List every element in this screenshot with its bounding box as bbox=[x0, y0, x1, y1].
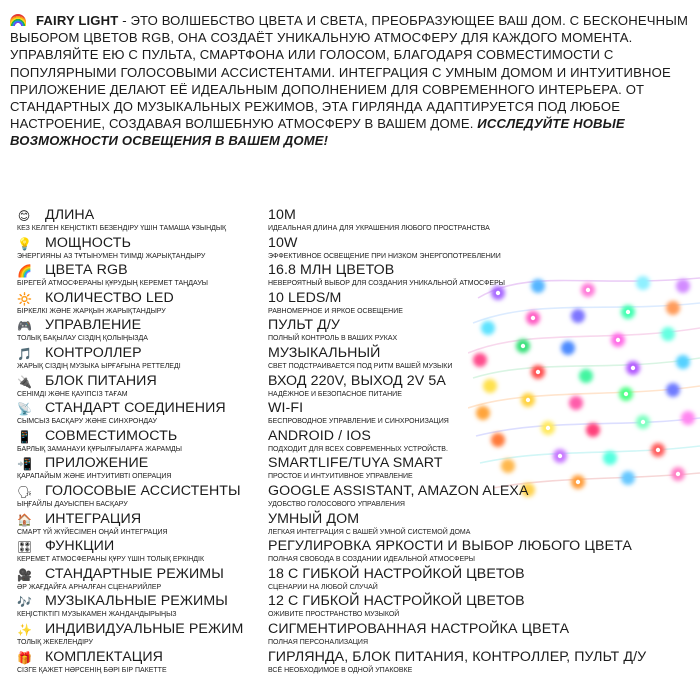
spec-sub-label: СМАРТ ҮЙ ЖҮЙЕСІМЕН ОҢАЙ ИНТЕГРАЦИЯ bbox=[17, 528, 168, 536]
spec-sub-label: КЕҢІСТІКТІГІ МУЗЫКАМЕН ЖАНДАНДЫРЫҢЫЗ bbox=[17, 611, 177, 619]
spec-value-note: ПОЛНАЯ ПЕРСОНАЛИЗАЦИЯ bbox=[268, 638, 369, 646]
spec-value: ANDROID / IOS bbox=[268, 427, 371, 444]
spec-row bbox=[12, 482, 692, 510]
house-icon: 🏠 bbox=[17, 512, 32, 527]
spec-value-note: НЕВЕРОЯТНЫЙ ВЫБОР ДЛЯ СОЗДАНИЯ УНИКАЛЬНОЙ АТМОСФЕРЫ bbox=[268, 280, 505, 288]
spec-label: БЛОК ПИТАНИЯ bbox=[45, 372, 157, 389]
brand-name: FAIRY LIGHT bbox=[36, 13, 119, 28]
spec-sub-label: ЖАРЫҚ СІЗДІҢ МУЗЫКА ЫРҒАҒЫНА РЕТТЕЛЕДІ bbox=[17, 362, 181, 370]
spec-value: СИГМЕНТИРОВАННАЯ НАСТРОЙКА ЦВЕТА bbox=[268, 620, 570, 637]
spec-value-note: СВЕТ ПОДСТРАИВАЕТСЯ ПОД РИТМ ВАШЕЙ МУЗЫКИ bbox=[268, 362, 453, 370]
call-to-action: ИССЛЕДУЙТЕ НОВЫЕ ВОЗМОЖНОСТИ ОСВЕЩЕНИЯ В ВАШЕМ ДОМЕ! bbox=[10, 116, 625, 149]
spec-value-note: НАДЁЖНОЕ И БЕЗОПАСНОЕ ПИТАНИЕ bbox=[268, 390, 402, 398]
spec-row bbox=[12, 261, 692, 289]
speaking-head-icon: 🗣 bbox=[17, 484, 33, 499]
sparkles-icon: ✨ bbox=[17, 622, 32, 637]
spec-label: КОМПЛЕКТАЦИЯ bbox=[45, 648, 163, 665]
spec-sub-label: СІЗГЕ ҚАЖЕТ НӘРСЕНІҢ БӘРІ БІР ПАКЕТТЕ bbox=[17, 666, 167, 674]
spec-sub-label: ЭНЕРГИЯНЫ АЗ ТҰТЫНУМЕН ТИІМДІ ЖАРЫҚТАНДЫРУ bbox=[17, 252, 206, 260]
spec-sub-label: ЫҢҒАЙЛЫ ДАУЫСПЕН БАСҚАРУ bbox=[17, 500, 128, 508]
spec-label: КОЛИЧЕСТВО LED bbox=[45, 289, 174, 306]
control-knobs-icon: 🎛 bbox=[17, 540, 33, 555]
spec-sub-label: БІРКЕЛКІ ЖӘНЕ ЖАРҚЫН ЖАРЫҚТАНДЫРУ bbox=[17, 307, 166, 315]
spec-label: СТАНДАРТНЫЕ РЕЖИМЫ bbox=[45, 565, 224, 582]
spec-value: 10W bbox=[268, 234, 298, 251]
spec-row bbox=[12, 565, 692, 593]
spec-row bbox=[12, 454, 692, 482]
phone-arrow-icon: 📲 bbox=[17, 457, 32, 472]
phone-icon: 📱 bbox=[17, 429, 32, 444]
spec-sub-label: БІРЕГЕЙ АТМОСФЕРАНЫ ҚҰРУДЫҢ КЕРЕМЕТ ТАҢДАУЫ bbox=[17, 280, 208, 288]
spec-label: УПРАВЛЕНИЕ bbox=[45, 317, 142, 334]
rainbow-icon bbox=[10, 13, 28, 26]
spec-row bbox=[12, 620, 692, 648]
spec-sub-label: ТОЛЫҚ ЖЕКЕЛЕНДІРУ bbox=[17, 638, 93, 646]
satellite-icon: 📡 bbox=[17, 402, 32, 417]
spec-value-note: ИДЕАЛЬНАЯ ДЛИНА ДЛЯ УКРАШЕНИЯ ЛЮБОГО ПРОСТРАНСТВА bbox=[268, 225, 490, 232]
spec-value: 12 С ГИБКОЙ НАСТРОЙКОЙ ЦВЕТОВ bbox=[268, 593, 525, 610]
spec-label: СОВМЕСТИМОСТЬ bbox=[45, 427, 178, 444]
spec-sub-label: БАРЛЫҚ ЗАМАНАУИ ҚҰРЫЛҒЫЛАРҒА ЖАРАМДЫ bbox=[17, 445, 182, 453]
spec-sub-label: СЕНІМДІ ЖӘНЕ ҚАУІПСІЗ ТАҒАМ bbox=[17, 390, 128, 398]
spec-label: МУЗЫКАЛЬНЫЕ РЕЖИМЫ bbox=[45, 593, 228, 610]
spec-row bbox=[12, 234, 692, 262]
spec-label: МОЩНОСТЬ bbox=[45, 234, 131, 251]
spec-sub-label: ӘР ЖАҒДАЙҒА АРНАЛҒАН СЦЕНАРИЙЛЕР bbox=[17, 583, 162, 591]
spec-value: 10M bbox=[268, 207, 296, 223]
spec-value: 18 С ГИБКОЙ НАСТРОЙКОЙ ЦВЕТОВ bbox=[268, 565, 525, 582]
musical-notes-icon: 🎶 bbox=[17, 595, 32, 610]
spec-row bbox=[12, 427, 692, 455]
spec-value: GOOGLE ASSISTANT, AMAZON ALEXA bbox=[268, 482, 529, 499]
spec-value-note: ЭФФЕКТИВНОЕ ОСВЕЩЕНИЕ ПРИ НИЗКОМ ЭНЕРГОПОТРЕБЛЕНИИ bbox=[268, 252, 501, 260]
spec-label: СТАНДАРТ СОЕДИНЕНИЯ bbox=[45, 400, 226, 417]
spec-value-note: ЛЕГКАЯ ИНТЕГРАЦИЯ С ВАШЕЙ УМНОЙ СИСТЕМОЙ ДОМА bbox=[268, 528, 471, 536]
spec-label: ИНДИВИДУАЛЬНЫЕ РЕЖИМ bbox=[45, 620, 244, 637]
spec-value-note: УДОБСТВО ГОЛОСОВОГО УПРАВЛЕНИЯ bbox=[268, 500, 405, 508]
spec-label: ПРИЛОЖЕНИЕ bbox=[45, 455, 149, 472]
spec-value: 10 LEDS/M bbox=[268, 289, 342, 306]
sun-icon: 🔆 bbox=[17, 291, 32, 306]
spec-value-note: БЕСПРОВОДНОЕ УПРАВЛЕНИЕ И СИНХРОНИЗАЦИЯ bbox=[268, 418, 449, 426]
spec-label: ЦВЕТА RGB bbox=[45, 262, 128, 279]
spec-sub-label: КЕРЕМЕТ АТМОСФЕРАНЫ ҚҰРУ ҮШІН ТОЛЫҚ ЕРКІНДІК bbox=[17, 556, 205, 564]
spec-row bbox=[12, 206, 692, 234]
spec-label: ФУНКЦИИ bbox=[45, 538, 115, 555]
spec-value: 16.8 МЛН ЦВЕТОВ bbox=[268, 262, 395, 279]
spec-value-note: ПРОСТОЕ И ИНТУИТИВНОЕ УПРАВЛЕНИЕ bbox=[268, 473, 413, 481]
spec-row bbox=[12, 648, 692, 676]
spec-value-note: ПОЛНЫЙ КОНТРОЛЬ В ВАШИХ РУКАХ bbox=[268, 335, 398, 343]
spec-row bbox=[12, 344, 692, 372]
lightbulb-icon: 💡 bbox=[17, 236, 32, 251]
spec-row bbox=[12, 537, 692, 565]
spec-value: ВХОД 220V, ВЫХОД 2V 5A bbox=[268, 372, 446, 389]
spec-row bbox=[12, 399, 692, 427]
spec-sub-label: СЫМСЫЗ БАСҚАРУ ЖӘНЕ СИНХРОНДАУ bbox=[17, 418, 157, 426]
spec-sub-label: КЕЗ КЕЛГЕН КЕҢІСТІКТІ БЕЗЕНДІРУ ҮШІН ТАМАША ҰЗЫНДЫҚ bbox=[17, 225, 227, 232]
spec-value: WI-FI bbox=[268, 400, 304, 417]
spec-row bbox=[12, 510, 692, 538]
spec-value: ПУЛЬТ Д/У bbox=[268, 317, 341, 334]
spec-value: SMARTLIFE/TUYA SMART bbox=[268, 455, 443, 472]
spec-value-note: СЦЕНАРИИ НА ЛЮБОЙ СЛУЧАЙ bbox=[268, 583, 378, 591]
spec-value-note: ВСЁ НЕОБХОДИМОЕ В ОДНОЙ УПАКОВКЕ bbox=[268, 666, 413, 674]
spec-row bbox=[12, 289, 692, 317]
spec-sub-label: ТОЛЫҚ БАҚЫЛАУ СІЗДІҢ ҚОЛЫҢЫЗДА bbox=[17, 335, 148, 343]
spec-sub-label: ҚАРАПАЙЫМ ЖӘНЕ ИНТУИТИВТІ ОПЕРАЦИЯ bbox=[17, 473, 172, 481]
spec-value: УМНЫЙ ДОМ bbox=[268, 510, 360, 527]
smile-icon: 😊 bbox=[17, 209, 31, 223]
gift-icon: 🎁 bbox=[17, 650, 32, 665]
spec-value-note: ПОЛНАЯ СВОБОДА В СОЗДАНИИ ИДЕАЛЬНОЙ АТМОСФЕРЫ bbox=[268, 556, 475, 564]
description-text: - ЭТО ВОЛШЕБСТВО ЦВЕТА И СВЕТА, ПРЕОБРАЗУЮЩЕЕ ВАШ ДОМ. С БЕСКОНЕЧНЫМ ВЫБОРОМ ЦВЕТОВ RGB, ОНА СОЗДАЁТ УНИКАЛЬНУЮ АТМОСФЕРУ ДЛЯ КАЖДОГО МОМЕНТА. УПРАВЛЯЙТЕ ЕЮ С ПУЛЬТА, СМАРТФОНА ИЛИ ГОЛОСОМ, БЛАГОДАРЯ СОВМЕСТИМОСТИ С ПОПУЛЯРНЫМИ ГОЛОСОВЫМИ АССИСТЕНТАМИ. ИНТЕГРАЦИЯ С УМНЫМ ДОМОМ И ИНТУИТИВНОЕ ПРИЛОЖЕНИЕ ДЕЛАЮТ ЕЁ ИДЕАЛЬНЫМ ДОПОЛНЕНИЕМ ДЛЯ СОВРЕМЕННОГО ИНТЕРЬЕРА. ОТ СТАНДАРТНЫХ ДО МУЗЫКАЛЬНЫХ РЕЖИМОВ, ЭТА ГИРЛЯНДА АДАПТИРУЕТСЯ ПОД ЛЮБОЕ НАСТРОЕНИЕ, СОЗДАВАЯ ВОЛШЕБНУЮ АТМОСФЕРУ В ВАШЕМ ДОМЕ. bbox=[10, 13, 689, 132]
spec-value-note: ОЖИВИТЕ ПРОСТРАНСТВО МУЗЫКОЙ bbox=[268, 611, 400, 619]
spec-row bbox=[12, 316, 692, 344]
spec-row bbox=[12, 592, 692, 620]
spec-value: МУЗЫКАЛЬНЫЙ bbox=[268, 344, 381, 361]
product-description bbox=[10, 12, 694, 150]
spec-label: КОНТРОЛЛЕР bbox=[45, 344, 142, 361]
music-note-icon: 🎵 bbox=[17, 346, 32, 361]
spec-label: ГОЛОСОВЫЕ АССИСТЕНТЫ bbox=[45, 482, 241, 499]
spec-value: РЕГУЛИРОВКА ЯРКОСТИ И ВЫБОР ЛЮБОГО ЦВЕТА bbox=[268, 538, 632, 555]
spec-row bbox=[12, 372, 692, 400]
spec-value-note: ПОДХОДИТ ДЛЯ ВСЕХ СОВРЕМЕННЫХ УСТРОЙСТВ. bbox=[268, 445, 448, 453]
rainbow-icon: 🌈 bbox=[17, 264, 32, 279]
gamepad-icon: 🎮 bbox=[17, 319, 32, 334]
spec-label: ИНТЕГРАЦИЯ bbox=[45, 510, 142, 527]
plug-icon: 🔌 bbox=[17, 374, 32, 389]
spec-value-note: РАВНОМЕРНОЕ И ЯРКОЕ ОСВЕЩЕНИЕ bbox=[268, 307, 403, 315]
movie-camera-icon: 🎥 bbox=[17, 567, 32, 582]
spec-list bbox=[12, 206, 692, 675]
spec-label: ДЛИНА bbox=[45, 207, 95, 223]
spec-value: ГИРЛЯНДА, БЛОК ПИТАНИЯ, КОНТРОЛЛЕР, ПУЛЬТ Д/У bbox=[268, 648, 647, 665]
